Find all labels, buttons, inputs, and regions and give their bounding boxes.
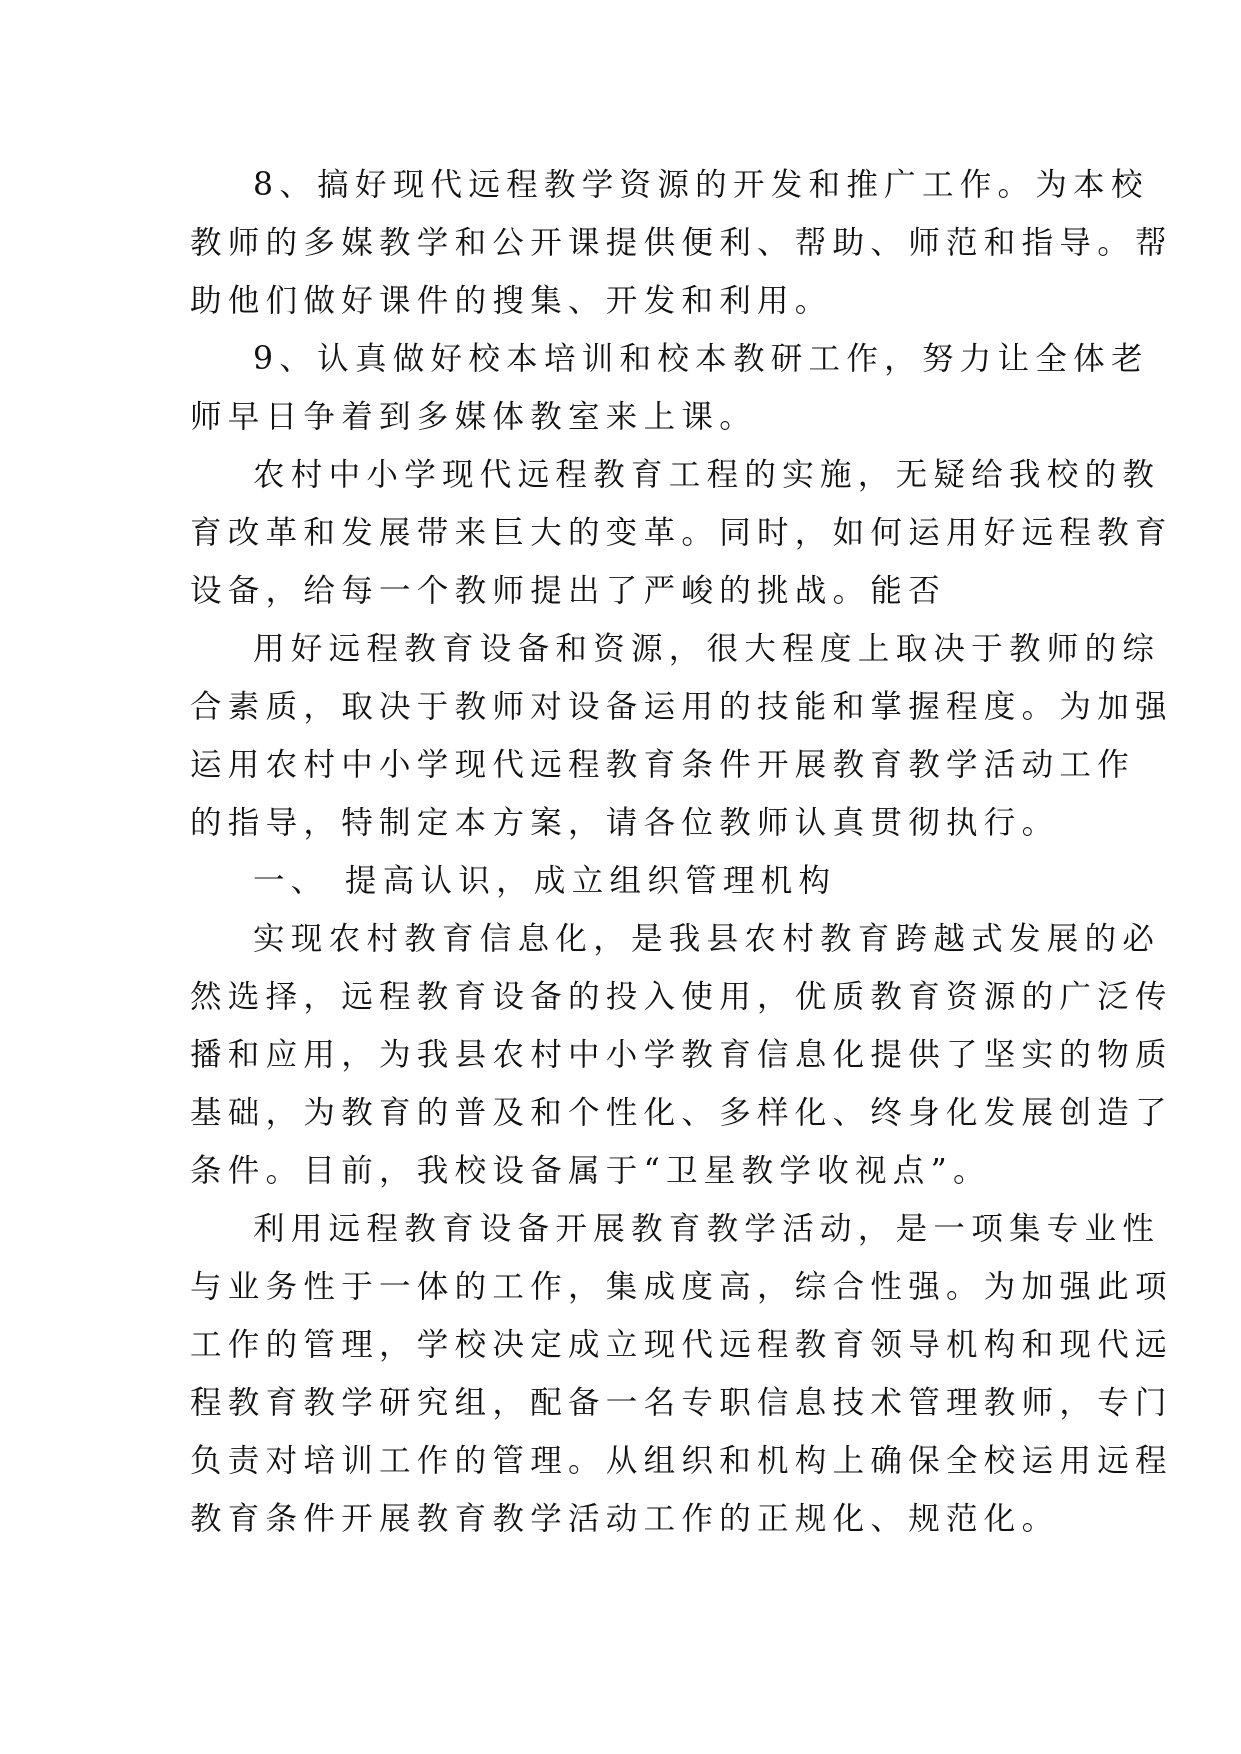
text-line: 助他们做好课件的搜集、开发和利用。 <box>190 283 833 319</box>
text-line: 设备，给每一个教师提出了严峻的挑战。能否 <box>190 573 947 609</box>
document-body <box>190 156 1173 1548</box>
text-line: 教师的多媒教学和公开课提供便利、帮助、师范和指导。帮 <box>190 225 1173 261</box>
text-line: 然选择，远程教育设备的投入使用，优质教育资源的广泛传 <box>190 979 1173 1015</box>
text-line: 条件。目前，我校设备属于“卫星教学收视点”。 <box>190 1153 991 1189</box>
paragraph-organization <box>190 1200 1173 1548</box>
text-line: 负责对培训工作的管理。从组织和机构上确保全校运用远程 <box>190 1443 1173 1479</box>
text-line: 实现农村教育信息化，是我县农村教育跨越式发展的必 <box>253 921 1161 957</box>
paragraph-item-9 <box>190 330 1149 446</box>
text-line: 8、搞好现代远程教学资源的开发和推广工作。为本校 <box>253 167 1149 203</box>
text-line: 一、 提高认识，成立组织管理机构 <box>253 863 837 899</box>
text-line: 基础，为教育的普及和个性化、多样化、终身化发展创造了 <box>190 1095 1173 1131</box>
paragraph-item-8 <box>190 156 1173 330</box>
text-line: 师早日争着到多媒体教室来上课。 <box>190 399 758 435</box>
paragraph-purpose <box>190 620 1173 852</box>
text-line: 合素质，取决于教师对设备运用的技能和掌握程度。为加强 <box>190 689 1173 725</box>
text-line: 运用农村中小学现代远程教育条件开展教育教学活动工作 <box>190 747 1136 783</box>
text-line: 的指导，特制定本方案，请各位教师认真贯彻执行。 <box>190 805 1060 841</box>
text-line: 利用远程教育设备开展教育教学活动，是一项集专业性 <box>253 1211 1161 1247</box>
text-line: 用好远程教育设备和资源，很大程度上取决于教师的综 <box>253 631 1161 667</box>
paragraph-informatization <box>190 910 1173 1200</box>
text-line: 育改革和发展带来巨大的变革。同时，如何运用好远程教育 <box>190 515 1173 551</box>
text-line: 播和应用，为我县农村中小学教育信息化提供了坚实的物质 <box>190 1037 1173 1073</box>
section-heading <box>190 852 1050 910</box>
text-line: 与业务性于一体的工作，集成度高，综合性强。为加强此项 <box>190 1269 1173 1305</box>
text-line: 9、认真做好校本培训和校本教研工作，努力让全体老 <box>253 341 1149 377</box>
paragraph-intro <box>190 446 1173 620</box>
text-line: 农村中小学现代远程教育工程的实施，无疑给我校的教 <box>253 457 1161 493</box>
text-line: 程教育教学研究组，配备一名专职信息技术管理教师，专门 <box>190 1385 1173 1421</box>
text-line: 教育条件开展教育教学活动工作的正规化、规范化。 <box>190 1501 1060 1537</box>
text-line: 工作的管理，学校决定成立现代远程教育领导机构和现代远 <box>190 1327 1173 1363</box>
